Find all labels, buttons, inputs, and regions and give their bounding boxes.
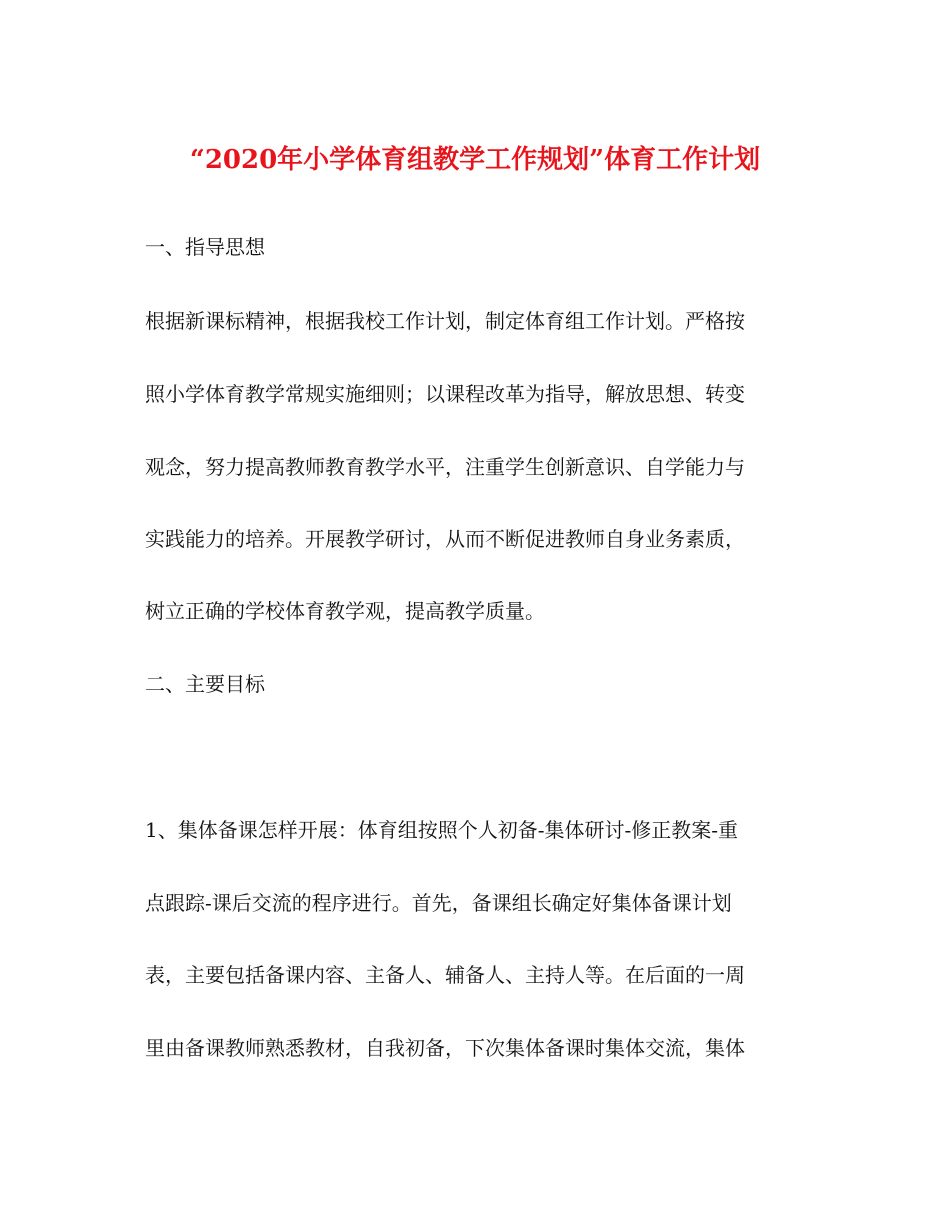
- document-title: “2020年小学体育组教学工作规划”体育工作计划: [189, 145, 761, 175]
- paragraph-line: 里由备课教师熟悉教材，自我初备，下次集体备课时集体交流，集体: [145, 1036, 745, 1060]
- paragraph-line: 树立正确的学校体育教学观，提高教学质量。: [145, 599, 545, 623]
- paragraph-line: 观念，努力提高教师教育教学水平，注重学生创新意识、自学能力与: [145, 455, 745, 479]
- paragraph-line: 实践能力的培养。开展教学研讨，从而不断促进教师自身业务素质，: [145, 527, 745, 551]
- section-heading-guiding-ideology: 一、指导思想: [145, 235, 265, 259]
- section-heading-main-goals: 二、主要目标: [145, 672, 265, 696]
- paragraph-line: 点跟踪-课后交流的程序进行。首先，备课组长确定好集体备课计划: [145, 891, 732, 915]
- paragraph-line: 表，主要包括备课内容、主备人、辅备人、主持人等。在后面的一周: [145, 963, 745, 987]
- paragraph-line: 根据新课标精神，根据我校工作计划，制定体育组工作计划。严格按: [145, 309, 745, 333]
- paragraph-line: 1、集体备课怎样开展：体育组按照个人初备-集体研讨-修正教案-重: [145, 818, 738, 842]
- paragraph-line: 照小学体育教学常规实施细则；以课程改革为指导，解放思想、转变: [145, 382, 745, 406]
